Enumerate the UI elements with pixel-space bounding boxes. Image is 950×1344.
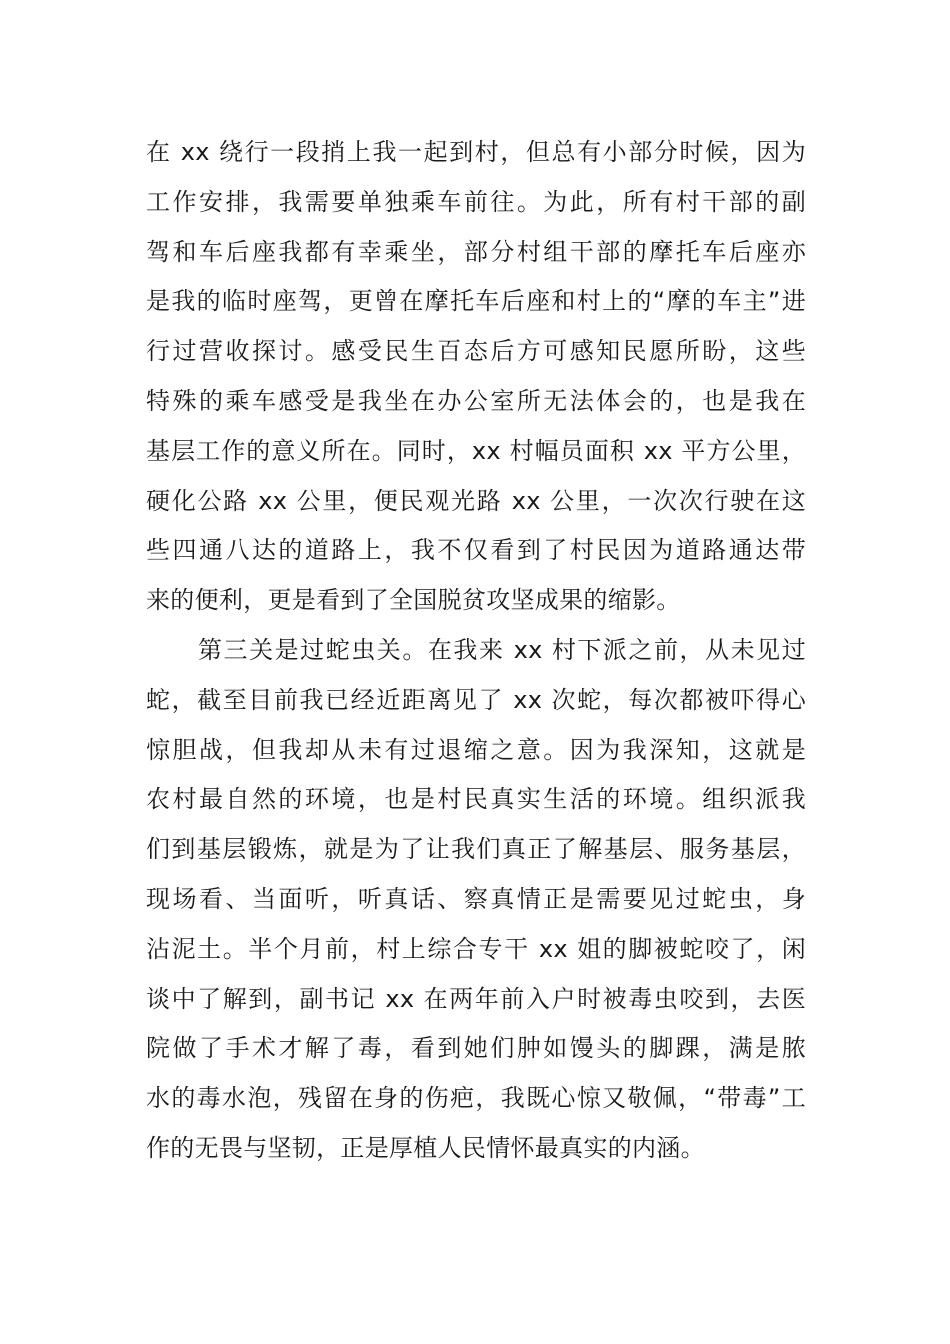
text-line: 是我的临时座驾，更曾在摩托车后座和村上的“摩的车主”进 (146, 287, 806, 316)
text-line: 工作安排，我需要单独乘车前往。为此，所有村干部的副 (146, 187, 806, 216)
paragraph-1 (146, 128, 806, 626)
text-line: 蛇，截至目前我已经近距离见了 xx 次蛇，每次都被吓得心 (146, 685, 806, 714)
document-body (146, 128, 806, 1174)
text-line: 特殊的乘车感受是我坐在办公室所无法体会的，也是我在 (146, 386, 806, 415)
text-line: 现场看、当面听，听真话、察真情正是需要见过蛇虫，身 (146, 884, 806, 913)
text-line: 沾泥土。半个月前，村上综合专干 xx 姐的脚被蛇咬了，闲 (146, 934, 806, 963)
text-line: 水的毒水泡，残留在身的伤疤，我既心惊又敬佩，“带毒”工 (146, 1084, 806, 1113)
text-line: 硬化公路 xx 公里，便民观光路 xx 公里，一次次行驶在这 (146, 486, 806, 515)
text-line: 农村最自然的环境，也是村民真实生活的环境。组织派我 (146, 785, 806, 814)
text-line: 第三关是过蛇虫关。在我来 xx 村下派之前，从未见过 (198, 635, 806, 664)
text-line: 驾和车后座我都有幸乘坐，部分村组干部的摩托车后座亦 (146, 237, 806, 266)
text-line: 院做了手术才解了毒，看到她们肿如馒头的脚踝，满是脓 (146, 1034, 806, 1063)
text-line: 作的无畏与坚韧，正是厚植人民情怀最真实的内涵。 (146, 1133, 705, 1162)
text-line: 谈中了解到，副书记 xx 在两年前入户时被毒虫咬到，去医 (146, 984, 806, 1013)
text-line: 些四通八达的道路上，我不仅看到了村民因为道路通达带 (146, 536, 806, 565)
text-line: 行过营收探讨。感受民生百态后方可感知民愿所盼，这些 (146, 337, 806, 366)
text-line: 基层工作的意义所在。同时，xx 村幅员面积 xx 平方公里， (146, 436, 806, 465)
text-line: 们到基层锻炼，就是为了让我们真正了解基层、服务基层， (146, 835, 806, 864)
text-line: 惊胆战，但我却从未有过退缩之意。因为我深知，这就是 (146, 735, 806, 764)
text-line: 在 xx 绕行一段捎上我一起到村，但总有小部分时候，因为 (146, 138, 806, 166)
text-line: 来的便利，更是看到了全国脱贫攻坚成果的缩影。 (146, 586, 681, 615)
paragraph-2 (146, 626, 806, 1174)
